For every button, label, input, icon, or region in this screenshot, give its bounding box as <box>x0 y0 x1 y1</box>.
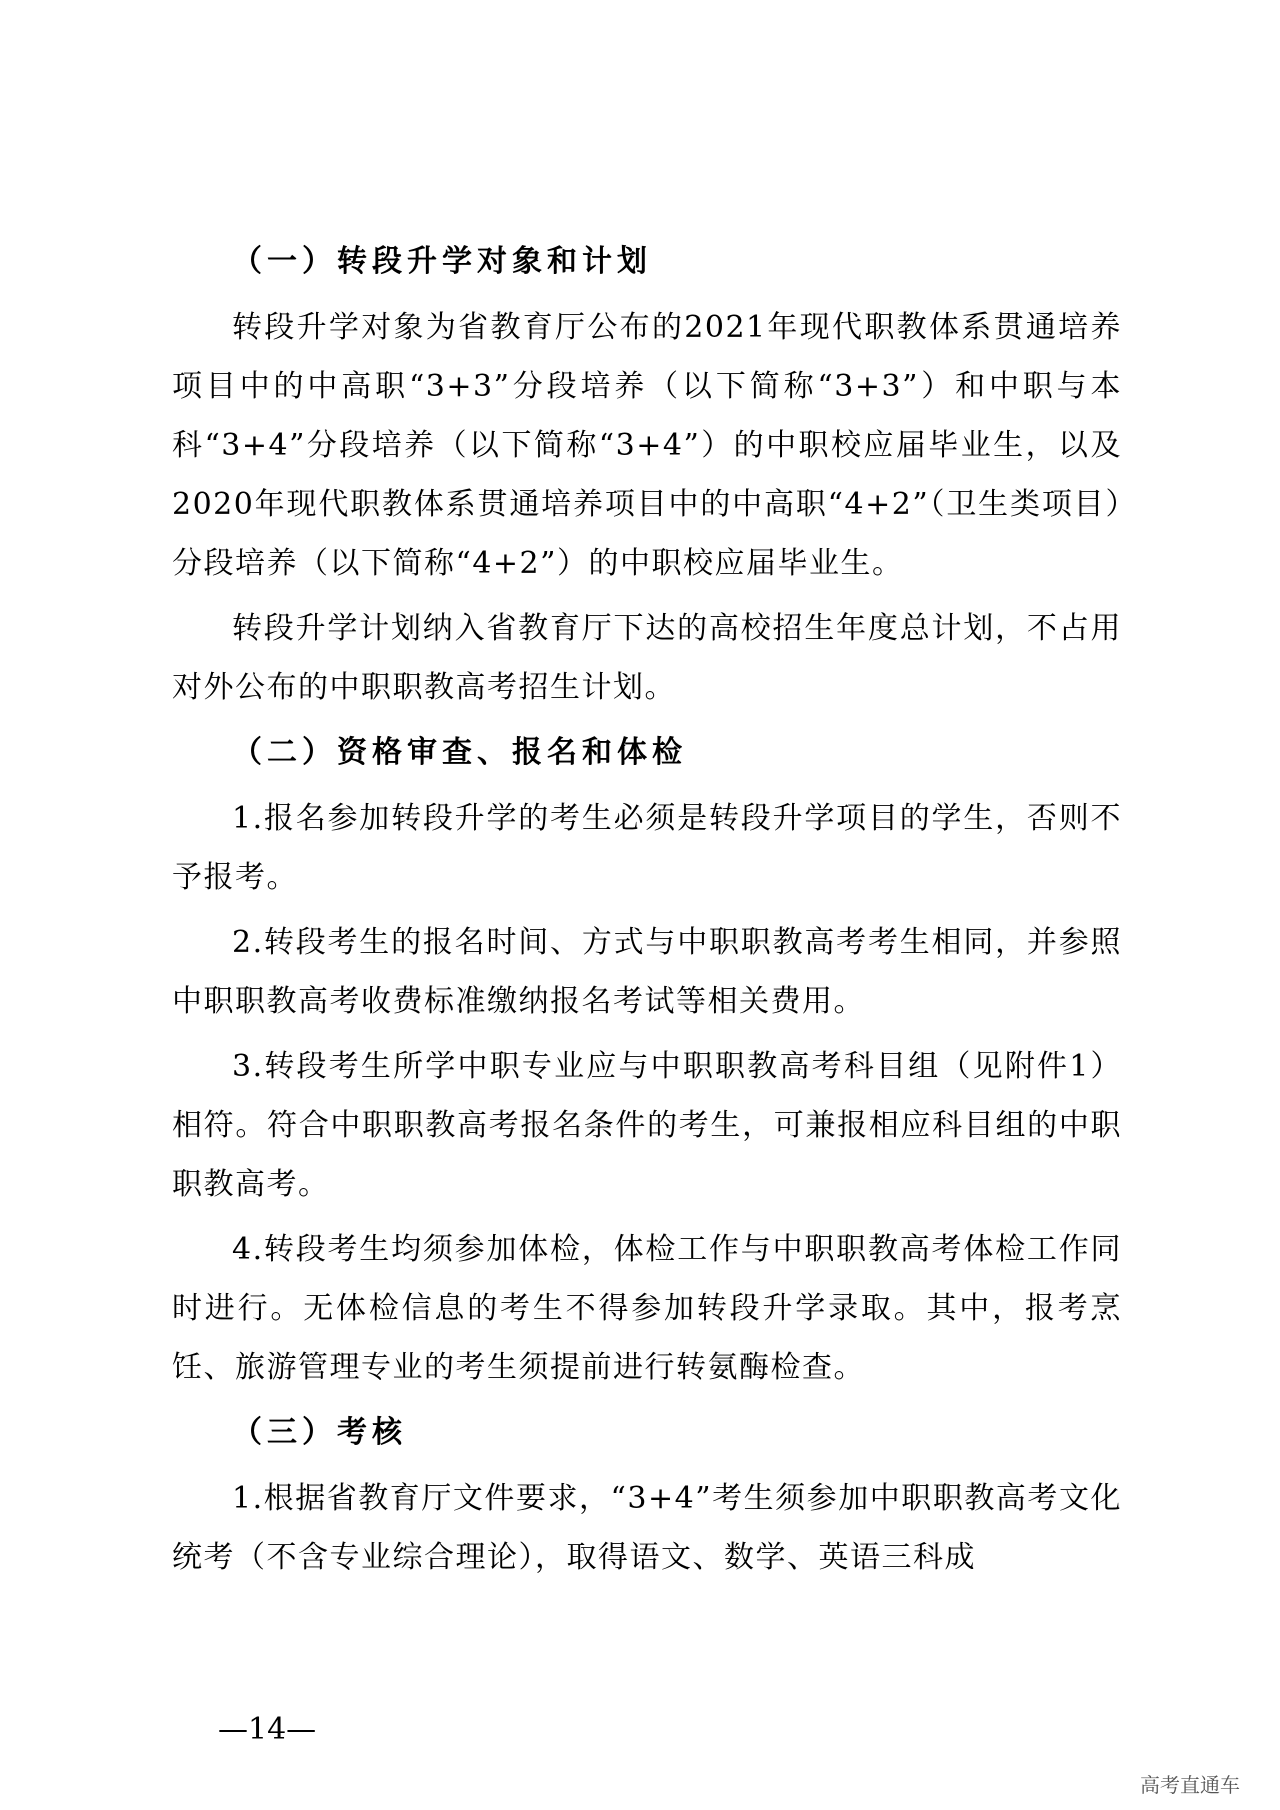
paragraph: 1.报名参加转段升学的考生必须是转段升学项目的学生，否则不予报考。 <box>172 801 1122 895</box>
section-one-heading: （一）转段升学对象和计划 <box>232 244 652 279</box>
page-number: —14— <box>218 1712 317 1747</box>
watermark-text: 高考直通车 <box>1140 1773 1240 1797</box>
section-two-heading: （二）资格审查、报名和体检 <box>232 735 687 770</box>
paragraph: 1.根据省教育厅文件要求，“3+4”考生须参加中职职教高考文化统考（不含专业综合理论），取得语文、数学、英语三科成 <box>172 1481 1122 1575</box>
paragraph: 3.转段考生所学中职专业应与中职职教高考科目组（见附件1）相符。符合中职职教高考报名条件的考生，可兼报相应科目组的中职职教高考。 <box>172 1049 1122 1202</box>
document-body <box>172 232 1122 1593</box>
paragraph: 转段升学对象为省教育厅公布的2021年现代职教体系贯通培养项目中的中高职“3+3”分段培养（以下简称“3+3”）和中职与本科“3+4”分段培养（以下简称“3+4”）的中职校应届毕业生，以及2020年现代职教体系贯通培养项目中的中高职“4+2”（卫生类项目）分段培养（以下简称“4+2”）的中职校应届毕业生。 <box>172 310 1122 581</box>
paragraph: 4.转段考生均须参加体检，体检工作与中职职教高考体检工作同时进行。无体检信息的考生不得参加转段升学录取。其中，报考烹饪、旅游管理专业的考生须提前进行转氨酶检查。 <box>172 1232 1122 1385</box>
section-three-heading: （三）考核 <box>232 1415 407 1450</box>
paragraph: 2.转段考生的报名时间、方式与中职职教高考考生相同，并参照中职职教高考收费标准缴纳报名考试等相关费用。 <box>172 925 1122 1019</box>
paragraph: 转段升学计划纳入省教育厅下达的高校招生年度总计划，不占用对外公布的中职职教高考招生计划。 <box>172 611 1122 705</box>
